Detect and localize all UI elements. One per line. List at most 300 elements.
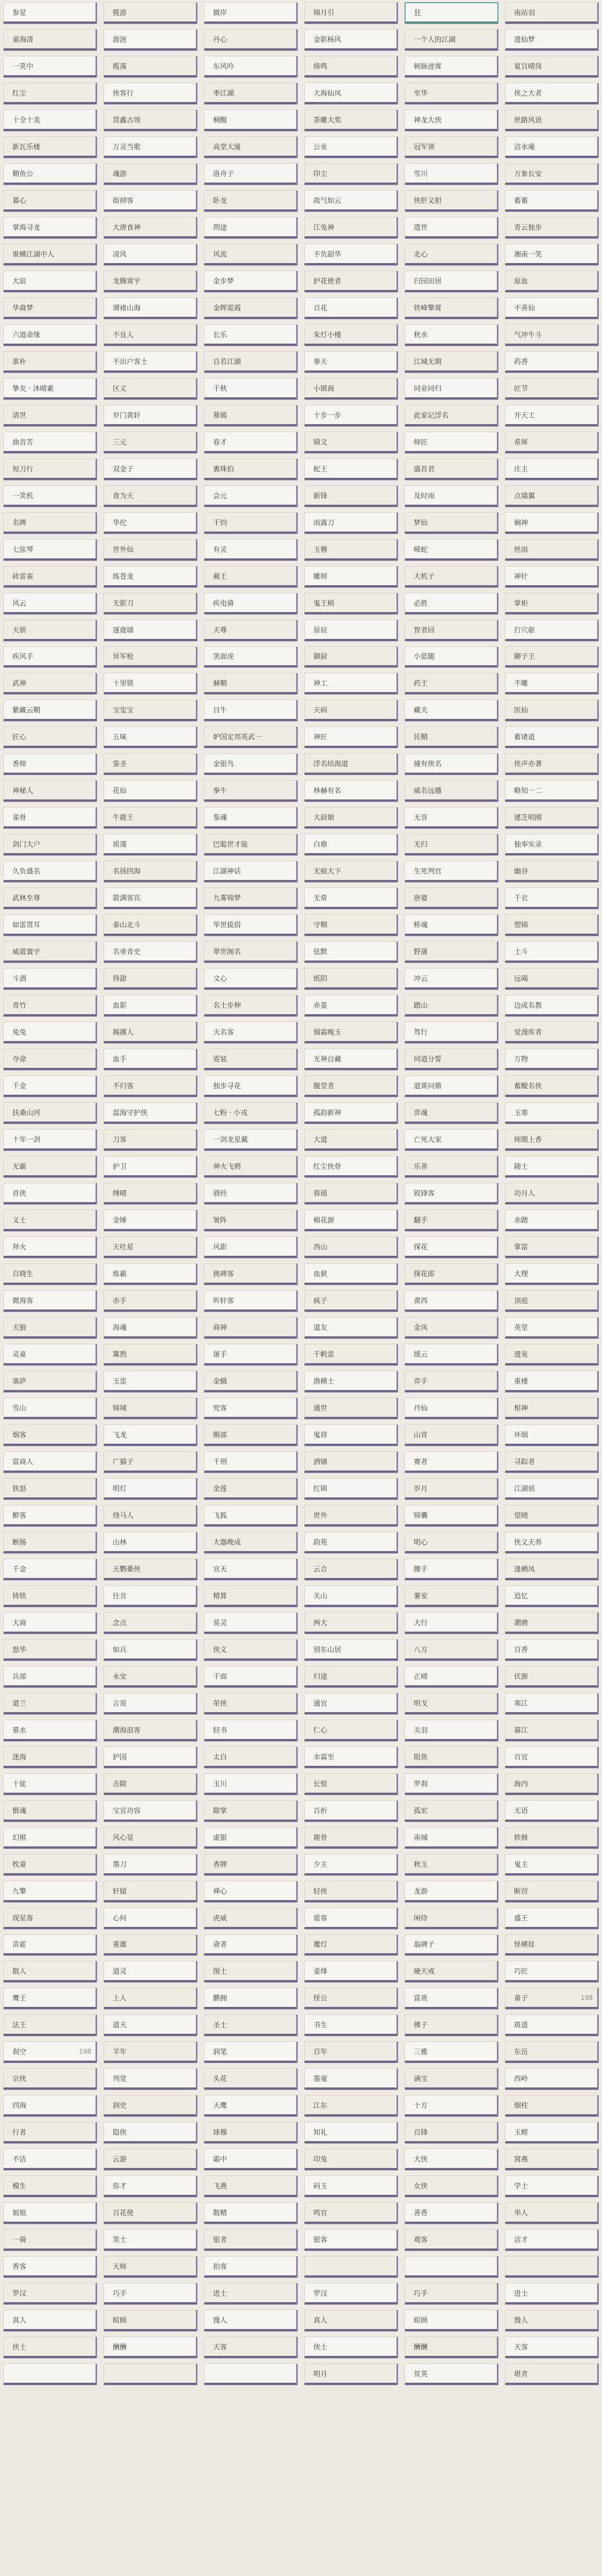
title-card[interactable] [3, 566, 97, 587]
title-card[interactable] [505, 2310, 599, 2331]
title-card[interactable] [204, 941, 298, 963]
title-card[interactable] [204, 1398, 298, 1419]
title-card[interactable] [405, 1720, 498, 1741]
title-card[interactable] [405, 2363, 498, 2385]
title-card[interactable] [3, 995, 97, 1016]
title-card[interactable] [505, 646, 599, 668]
title-card[interactable] [304, 163, 398, 185]
title-card[interactable] [304, 351, 398, 373]
title-card[interactable] [304, 1049, 398, 1070]
title-card[interactable] [204, 807, 298, 828]
title-card[interactable] [304, 2175, 398, 2197]
title-card[interactable] [304, 1398, 398, 1419]
title-card[interactable] [204, 1156, 298, 1177]
title-card[interactable] [405, 780, 498, 802]
title-card[interactable] [405, 1210, 498, 1231]
title-card[interactable] [3, 459, 97, 480]
title-card[interactable] [505, 1451, 599, 1473]
title-card[interactable] [104, 29, 197, 50]
title-card[interactable] [405, 1747, 498, 1768]
title-card[interactable] [304, 2149, 398, 2170]
title-card[interactable] [304, 1773, 398, 1795]
title-card[interactable] [204, 1049, 298, 1070]
title-card[interactable] [405, 110, 498, 131]
title-card[interactable] [304, 2283, 398, 2304]
title-card[interactable] [405, 1612, 498, 1634]
title-card[interactable] [405, 2175, 498, 2197]
title-card[interactable] [405, 2122, 498, 2143]
title-card[interactable] [104, 2256, 197, 2277]
title-card[interactable] [204, 217, 298, 238]
title-card[interactable] [204, 753, 298, 775]
title-card[interactable] [3, 2283, 97, 2304]
title-card[interactable] [3, 297, 97, 319]
title-card[interactable] [405, 1827, 498, 1849]
title-card[interactable] [405, 673, 498, 694]
title-card[interactable] [405, 593, 498, 614]
title-card[interactable] [405, 753, 498, 775]
title-card[interactable] [204, 1854, 298, 1875]
title-card[interactable] [204, 297, 298, 319]
title-card[interactable] [3, 1532, 97, 1553]
title-card[interactable] [505, 1371, 599, 1392]
title-card[interactable] [104, 1827, 197, 1849]
title-card[interactable] [104, 163, 197, 185]
title-card[interactable] [3, 2014, 97, 2036]
title-card[interactable] [104, 1800, 197, 1822]
title-card[interactable] [505, 1585, 599, 1607]
title-card[interactable] [304, 2310, 398, 2331]
title-card[interactable] [505, 1344, 599, 1365]
title-card[interactable] [3, 1827, 97, 1849]
title-card[interactable] [505, 700, 599, 721]
title-card[interactable] [204, 1236, 298, 1258]
title-card[interactable] [405, 190, 498, 212]
title-card[interactable] [104, 968, 197, 989]
title-card[interactable] [3, 56, 97, 77]
title-card[interactable] [405, 2283, 498, 2304]
title-card[interactable] [3, 432, 97, 453]
title-card[interactable] [505, 1666, 599, 1687]
title-card[interactable] [104, 485, 197, 507]
title-card[interactable] [405, 539, 498, 561]
title-card[interactable] [204, 1344, 298, 1365]
title-card[interactable] [505, 1612, 599, 1634]
title-card[interactable] [304, 2, 398, 24]
title-card[interactable] [3, 29, 97, 50]
title-card[interactable] [3, 861, 97, 882]
title-card[interactable] [304, 941, 398, 963]
title-card[interactable] [104, 1210, 197, 1231]
title-card[interactable] [3, 110, 97, 131]
title-card[interactable] [3, 1290, 97, 1312]
title-card[interactable] [204, 726, 298, 748]
title-card[interactable] [104, 2014, 197, 2036]
title-card[interactable] [304, 324, 398, 346]
title-card[interactable] [505, 217, 599, 238]
title-card[interactable] [3, 2149, 97, 2170]
title-card[interactable] [405, 1263, 498, 1285]
title-card[interactable] [405, 1559, 498, 1580]
title-card[interactable] [3, 2068, 97, 2090]
title-card[interactable] [304, 1827, 398, 1849]
title-card[interactable] [304, 2202, 398, 2224]
title-card[interactable] [304, 1022, 398, 1043]
title-card[interactable] [405, 163, 498, 185]
title-card[interactable] [104, 2, 197, 24]
title-card[interactable] [3, 1961, 97, 1982]
title-card[interactable] [3, 1639, 97, 1661]
title-card[interactable] [104, 1317, 197, 1338]
title-card[interactable] [304, 1344, 398, 1365]
title-card[interactable] [304, 2122, 398, 2143]
title-card[interactable] [3, 1210, 97, 1231]
title-card[interactable] [204, 2363, 298, 2385]
title-card[interactable] [204, 29, 298, 50]
title-card[interactable] [304, 1451, 398, 1473]
title-card[interactable] [3, 1156, 97, 1177]
title-card[interactable] [204, 2068, 298, 2090]
title-card[interactable] [104, 2337, 197, 2358]
title-card[interactable] [204, 2310, 298, 2331]
title-card[interactable] [104, 2175, 197, 2197]
title-card[interactable] [505, 861, 599, 882]
title-card[interactable] [204, 539, 298, 561]
title-card[interactable] [3, 620, 97, 641]
title-card[interactable] [204, 914, 298, 936]
title-card[interactable] [204, 2149, 298, 2170]
title-card[interactable] [405, 887, 498, 909]
title-card[interactable] [104, 1022, 197, 1043]
title-card[interactable] [304, 753, 398, 775]
title-card[interactable] [505, 2175, 599, 2197]
title-card[interactable] [405, 1183, 498, 1204]
title-card[interactable] [3, 700, 97, 721]
title-card[interactable] [204, 1720, 298, 1741]
title-card[interactable] [3, 1988, 97, 2009]
title-card[interactable] [405, 646, 498, 668]
title-card[interactable] [3, 2175, 97, 2197]
title-card[interactable] [505, 459, 599, 480]
title-card[interactable] [505, 1800, 599, 1822]
title-card[interactable] [304, 1371, 398, 1392]
title-card[interactable] [405, 1639, 498, 1661]
title-card[interactable] [104, 1236, 197, 1258]
title-card[interactable] [304, 1478, 398, 1500]
title-card[interactable] [3, 1236, 97, 1258]
title-card[interactable] [204, 1693, 298, 1714]
title-card[interactable] [304, 297, 398, 319]
title-card[interactable] [405, 2041, 498, 2063]
title-card[interactable] [3, 1102, 97, 1124]
title-card[interactable] [3, 2310, 97, 2331]
title-card[interactable] [204, 995, 298, 1016]
title-card[interactable] [304, 780, 398, 802]
title-card[interactable] [304, 136, 398, 158]
title-card[interactable] [304, 1156, 398, 1177]
title-card[interactable] [505, 834, 599, 855]
title-card[interactable] [304, 56, 398, 77]
title-card[interactable] [104, 1639, 197, 1661]
title-card[interactable] [505, 1747, 599, 1768]
title-card[interactable] [405, 2, 498, 24]
title-card[interactable] [405, 1478, 498, 1500]
title-card[interactable] [3, 1720, 97, 1741]
title-card[interactable] [304, 1585, 398, 1607]
title-card[interactable] [505, 2095, 599, 2116]
title-card[interactable] [405, 1102, 498, 1124]
title-card[interactable] [505, 271, 599, 292]
title-card[interactable] [3, 1424, 97, 1446]
title-card[interactable] [204, 1075, 298, 1097]
title-card[interactable] [505, 56, 599, 77]
title-card[interactable] [204, 2337, 298, 2358]
title-card[interactable] [405, 1961, 498, 1982]
title-card[interactable] [3, 190, 97, 212]
title-card[interactable] [505, 753, 599, 775]
title-card[interactable] [405, 2229, 498, 2251]
title-card[interactable] [304, 244, 398, 265]
title-card[interactable] [3, 2202, 97, 2224]
title-card[interactable] [304, 405, 398, 426]
title-card[interactable] [304, 1559, 398, 1580]
title-card[interactable] [505, 1290, 599, 1312]
title-card[interactable] [3, 244, 97, 265]
title-card[interactable] [204, 1773, 298, 1795]
title-card[interactable] [204, 1585, 298, 1607]
title-card[interactable] [405, 1022, 498, 1043]
title-card[interactable] [104, 539, 197, 561]
title-card[interactable] [405, 459, 498, 480]
title-card[interactable] [505, 566, 599, 587]
title-card[interactable] [3, 405, 97, 426]
title-card[interactable] [505, 1559, 599, 1580]
title-card[interactable] [304, 1908, 398, 1929]
title-card[interactable] [304, 2363, 398, 2385]
title-card[interactable] [505, 1263, 599, 1285]
title-card[interactable] [405, 485, 498, 507]
title-card[interactable] [3, 2229, 97, 2251]
title-card[interactable] [304, 807, 398, 828]
title-card[interactable] [104, 1612, 197, 1634]
title-card[interactable] [304, 1639, 398, 1661]
title-card[interactable] [204, 2175, 298, 2197]
title-card[interactable] [104, 1559, 197, 1580]
title-card[interactable] [405, 2310, 498, 2331]
title-card[interactable] [304, 110, 398, 131]
title-card[interactable] [3, 1800, 97, 1822]
title-card[interactable] [204, 1263, 298, 1285]
title-card[interactable] [104, 83, 197, 104]
title-card[interactable] [204, 1639, 298, 1661]
title-card[interactable] [204, 324, 298, 346]
title-card[interactable] [3, 1075, 97, 1097]
title-card[interactable] [104, 1961, 197, 1982]
title-card[interactable] [204, 700, 298, 721]
title-card[interactable] [3, 271, 97, 292]
title-card[interactable] [204, 1666, 298, 1687]
title-card[interactable] [104, 1532, 197, 1553]
title-card[interactable] [3, 1854, 97, 1875]
title-card[interactable] [3, 726, 97, 748]
title-card[interactable] [405, 2337, 498, 2358]
title-card[interactable] [405, 2095, 498, 2116]
title-card[interactable] [3, 1398, 97, 1419]
title-card[interactable] [3, 2256, 97, 2277]
title-card[interactable] [405, 297, 498, 319]
title-card[interactable] [3, 1451, 97, 1473]
title-card[interactable] [104, 753, 197, 775]
title-card[interactable] [3, 485, 97, 507]
title-card[interactable] [204, 2202, 298, 2224]
title-card[interactable] [505, 190, 599, 212]
title-card[interactable] [204, 834, 298, 855]
title-card[interactable] [505, 914, 599, 936]
title-card[interactable] [304, 485, 398, 507]
title-card[interactable] [405, 83, 498, 104]
title-card[interactable] [505, 29, 599, 50]
title-card[interactable] [304, 1720, 398, 1741]
title-card[interactable] [104, 2363, 197, 2385]
title-card[interactable] [104, 297, 197, 319]
title-card[interactable] [204, 1612, 298, 1634]
title-card[interactable] [505, 2202, 599, 2224]
title-card[interactable] [3, 834, 97, 855]
title-card[interactable] [3, 2041, 97, 2063]
title-card[interactable] [104, 2149, 197, 2170]
title-card[interactable] [405, 620, 498, 641]
title-card[interactable] [304, 190, 398, 212]
title-card[interactable] [505, 2256, 599, 2277]
title-card[interactable] [3, 1478, 97, 1500]
title-card[interactable] [405, 914, 498, 936]
title-card[interactable] [3, 2, 97, 24]
title-card[interactable] [304, 1317, 398, 1338]
title-card[interactable] [104, 1102, 197, 1124]
title-card[interactable] [204, 2095, 298, 2116]
title-card[interactable] [505, 1424, 599, 1446]
title-card[interactable] [3, 968, 97, 989]
title-card[interactable] [304, 1693, 398, 1714]
title-card[interactable] [505, 620, 599, 641]
title-card[interactable] [104, 2095, 197, 2116]
title-card[interactable] [505, 2122, 599, 2143]
title-card[interactable] [304, 1934, 398, 1956]
title-card[interactable] [104, 432, 197, 453]
title-card[interactable] [204, 2229, 298, 2251]
title-card[interactable] [104, 1183, 197, 1204]
title-card[interactable] [3, 1934, 97, 1956]
title-card[interactable] [104, 1747, 197, 1768]
title-card[interactable] [405, 56, 498, 77]
title-card[interactable] [204, 1559, 298, 1580]
title-card[interactable] [204, 56, 298, 77]
title-card[interactable] [204, 1478, 298, 1500]
title-card[interactable] [3, 83, 97, 104]
title-card[interactable] [104, 1290, 197, 1312]
title-card[interactable] [304, 861, 398, 882]
title-card[interactable] [104, 190, 197, 212]
title-card[interactable] [204, 2122, 298, 2143]
title-card[interactable] [104, 1424, 197, 1446]
title-card[interactable] [405, 700, 498, 721]
title-card[interactable] [3, 941, 97, 963]
title-card[interactable] [204, 1183, 298, 1204]
title-card[interactable] [304, 1961, 398, 1982]
title-card[interactable] [104, 593, 197, 614]
title-card[interactable] [304, 29, 398, 50]
title-card[interactable] [304, 1666, 398, 1687]
title-card[interactable] [505, 1639, 599, 1661]
title-card[interactable] [505, 968, 599, 989]
title-card[interactable] [104, 271, 197, 292]
title-card[interactable] [505, 1236, 599, 1258]
title-card[interactable] [3, 1908, 97, 1929]
title-card[interactable] [505, 1478, 599, 1500]
title-card[interactable] [405, 1371, 498, 1392]
title-card[interactable] [204, 110, 298, 131]
title-card[interactable] [405, 807, 498, 828]
title-card[interactable] [505, 593, 599, 614]
title-card[interactable] [3, 539, 97, 561]
title-card[interactable] [405, 378, 498, 399]
title-card[interactable] [405, 1129, 498, 1151]
title-card[interactable] [304, 834, 398, 855]
title-card[interactable] [405, 1505, 498, 1526]
title-card[interactable] [204, 136, 298, 158]
title-card[interactable] [304, 459, 398, 480]
title-card[interactable] [405, 432, 498, 453]
title-card[interactable] [405, 2149, 498, 2170]
title-card[interactable] [204, 271, 298, 292]
title-card[interactable] [204, 2256, 298, 2277]
title-card[interactable] [505, 1129, 599, 1151]
title-card[interactable] [505, 405, 599, 426]
title-card[interactable] [505, 297, 599, 319]
title-card[interactable] [304, 1210, 398, 1231]
title-card[interactable] [204, 593, 298, 614]
title-card[interactable] [304, 1102, 398, 1124]
title-card[interactable] [204, 780, 298, 802]
title-card[interactable] [405, 1854, 498, 1875]
title-card[interactable] [304, 566, 398, 587]
title-card[interactable] [104, 1478, 197, 1500]
title-card[interactable] [3, 324, 97, 346]
title-card[interactable] [405, 1585, 498, 1607]
title-card[interactable] [104, 1451, 197, 1473]
title-card[interactable] [405, 1773, 498, 1795]
title-card[interactable] [3, 1371, 97, 1392]
title-card[interactable] [304, 271, 398, 292]
title-card[interactable] [204, 1022, 298, 1043]
title-card[interactable] [204, 190, 298, 212]
title-card[interactable] [405, 1344, 498, 1365]
title-card[interactable] [204, 2283, 298, 2304]
title-card[interactable] [505, 2041, 599, 2063]
title-card[interactable] [104, 2041, 197, 2063]
title-card[interactable] [304, 593, 398, 614]
title-card[interactable] [505, 2014, 599, 2036]
title-card[interactable] [204, 1961, 298, 1982]
title-card[interactable] [505, 1156, 599, 1177]
title-card[interactable] [204, 163, 298, 185]
title-card[interactable] [505, 780, 599, 802]
title-card[interactable] [104, 1344, 197, 1365]
title-card[interactable] [104, 861, 197, 882]
title-card[interactable] [405, 136, 498, 158]
title-card[interactable] [3, 378, 97, 399]
title-card[interactable] [104, 834, 197, 855]
